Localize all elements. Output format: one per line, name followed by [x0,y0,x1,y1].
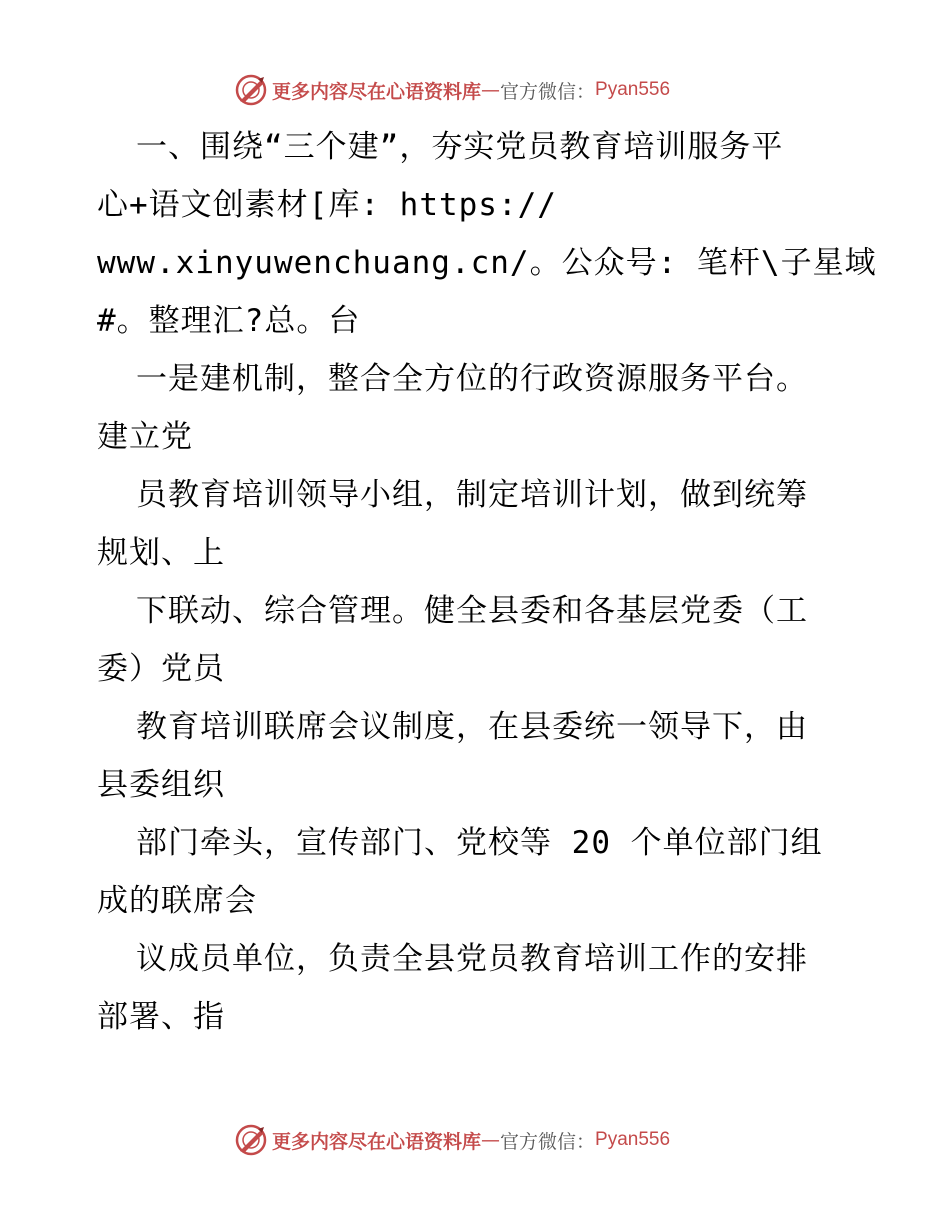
banner-wechat-label: 官方微信： [500,1130,596,1153]
banner-wechat-id: Pyan556 [595,79,671,100]
body-line: 一、围绕“三个建”，夯实党员教育培训服务平 [136,129,784,165]
body-line: www.xinyuwenchuang.cn/。公众号: 笔杆\子星域 [97,245,877,281]
body-line: 成的联席会 [97,883,257,919]
banner-dash: — [481,1129,501,1151]
body-line: 一是建机制，整合全方位的行政资源服务平台。 [136,361,808,397]
body-line: 部署、指 [97,999,225,1035]
banner-wechat-label: 官方微信： [500,80,596,103]
body-line: 心+语文创素材[库: https:// [97,187,557,223]
body-line: 建立党 [97,419,193,455]
banner-brand-text: 更多内容尽在心语资料库 [272,1130,482,1153]
banner-wechat-id: Pyan556 [595,1129,671,1150]
quill-logo-icon [234,1123,268,1157]
quill-logo-icon [234,73,268,107]
body-line: 下联动、综合管理。健全县委和各基层党委（工 [136,593,808,629]
banner-brand-text: 更多内容尽在心语资料库 [272,80,482,103]
body-line: 规划、上 [97,535,225,571]
body-line: 教育培训联席会议制度，在县委统一领导下，由 [136,709,808,745]
body-line: 委）党员 [97,651,225,687]
body-line: #。整理汇?总。台 [97,303,361,339]
body-line: 员教育培训领导小组，制定培训计划，做到统筹 [136,477,808,513]
body-line: 县委组织 [97,767,225,803]
banner-dash: — [481,79,501,101]
header-banner [234,73,670,107]
body-line: 议成员单位，负责全县党员教育培训工作的安排 [136,941,808,977]
body-line: 部门牵头，宣传部门、党校等 20 个单位部门组 [136,825,823,861]
footer-banner [234,1123,670,1157]
